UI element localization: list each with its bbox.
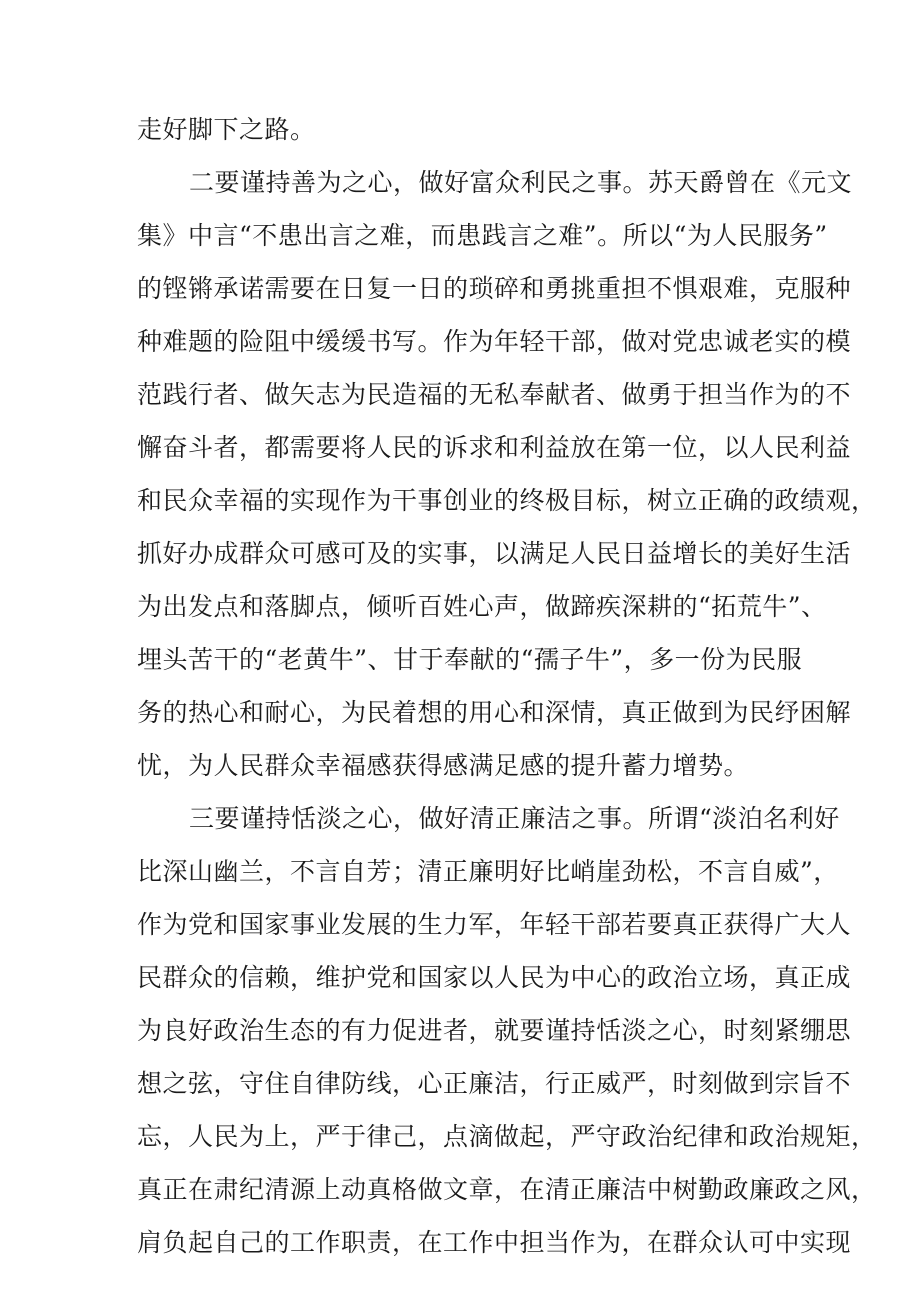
text-line: 抓好办成群众可感可及的实事，以满足人民日益增长的美好生活: [137, 539, 852, 568]
text-line: 的铿锵承诺需要在日复一日的琐碎和勇挑重担不惧艰难，克服种: [137, 274, 852, 303]
document-page: [137, 103, 877, 1269]
text-line: 范践行者、做矢志为民造福的无私奉献者、做勇于担当作为的不: [137, 380, 852, 409]
text-line: 为出发点和落脚点，倾听百姓心声，做蹄疾深耕的“拓荒牛”、: [137, 592, 827, 621]
text-line: 三要谨持恬淡之心，做好清正廉洁之事。所谓“淡泊名利好: [189, 804, 840, 833]
text-line: 为良好政治生态的有力促进者，就要谨持恬淡之心，时刻紧绷思: [137, 1016, 852, 1045]
text-line: 务的热心和耐心，为民着想的用心和深情，真正做到为民纾困解: [137, 698, 852, 727]
paragraph-third-point: [137, 792, 877, 1269]
text-line: 懈奋斗者，都需要将人民的诉求和利益放在第一位，以人民利益: [137, 433, 852, 462]
text-line: 走好脚下之路。: [137, 115, 316, 144]
text-line: 民群众的信赖，维护党和国家以人民为中心的政治立场，真正成: [137, 963, 852, 992]
text-line: 二要谨持善为之心，做好富众利民之事。苏天爵曾在《元文: [189, 168, 853, 197]
paragraph-second-point: [137, 156, 877, 792]
text-line: 作为党和国家事业发展的生力军，年轻干部若要真正获得广大人: [137, 910, 852, 939]
text-line: 肩负起自己的工作职责，在工作中担当作为，在群众认可中实现: [137, 1228, 852, 1257]
paragraph-closing: [137, 103, 797, 156]
text-line: 集》中言“不患出言之难，而患践言之难”。所以“为人民服务”: [137, 221, 828, 250]
text-line: 埋头苦干的“老黄牛”、甘于奉献的“孺子牛”，多一份为民服: [137, 645, 803, 674]
text-line: 真正在肃纪清源上动真格做文章，在清正廉洁中树勤政廉政之风，: [137, 1175, 877, 1204]
text-line: 种难题的险阻中缓缓书写。作为年轻干部，做对党忠诚老实的模: [137, 327, 852, 356]
text-line: 忘，人民为上，严于律己，点滴做起，严守政治纪律和政治规矩，: [137, 1122, 877, 1151]
text-line: 忧，为人民群众幸福感获得感满足感的提升蓄力增势。: [137, 751, 750, 780]
text-line: 想之弦，守住自律防线，心正廉洁，行正威严，时刻做到宗旨不: [137, 1069, 852, 1098]
text-line: 比深山幽兰，不言自芳；清正廉明好比峭崖劲松，不言自威”，: [137, 857, 839, 886]
text-line: 和民众幸福的实现作为干事创业的终极目标，树立正确的政绩观，: [137, 486, 877, 515]
